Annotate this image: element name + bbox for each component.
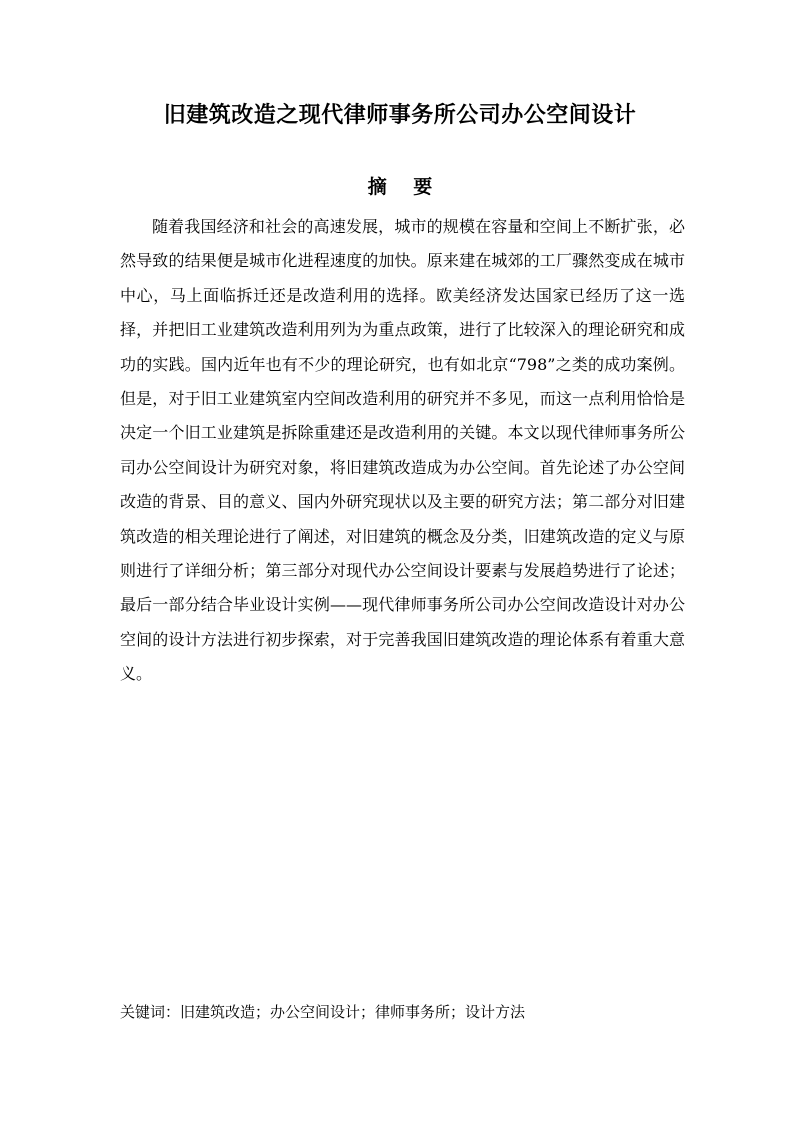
keywords-line [120, 998, 720, 1026]
page-title: 旧建筑改造之现代律师事务所公司办公空间设计 [163, 102, 637, 128]
abstract-paragraph: 随着我国经济和社会的高速发展，城市的规模在容量和空间上不断扩张，必然导致的结果便是城市化进程速度的加快。原来建在城郊的工厂骤然变成在城市中心，马上面临拆迁还是改造利用的选择。欧美经济发达国家已经历了这一选择，并把旧工业建筑改造利用列为为重点政策，进行了比较深入的理论研究和成功的实践。国内近年也有不少的理论研究，也有如北京“798”之类的成功案例。但是，对于旧工业建筑室内空间改造利用的研究并不多见，而这一点利用恰恰是决定一个旧工业建筑是拆除重建还是改造利用的关键。本文以现代律师事务所公司办公空间设计为研究对象，将旧建筑改造成为办公空间。首先论述了办公空间改造的背景、目的意义、国内外研究现状以及主要的研究方法；第二部分对旧建筑改造的相关理论进行了阐述，对旧建筑的概念及分类，旧建筑改造的定义与原则进行了详细分析；第三部分对现代办公空间设计要素与发展趋势进行了论述；最后一部分结合毕业设计实例——现代律师事务所公司办公空间改造设计对办公空间的设计方法进行初步探索，对于完善我国旧建筑改造的理论体系有着重大意义。 [120, 217, 685, 684]
keywords-list: 旧建筑改造；办公空间设计；律师事务所；设计方法 [180, 1003, 526, 1021]
keywords-label: 关键词： [120, 1003, 181, 1021]
abstract-heading: 摘 要 [367, 176, 443, 198]
